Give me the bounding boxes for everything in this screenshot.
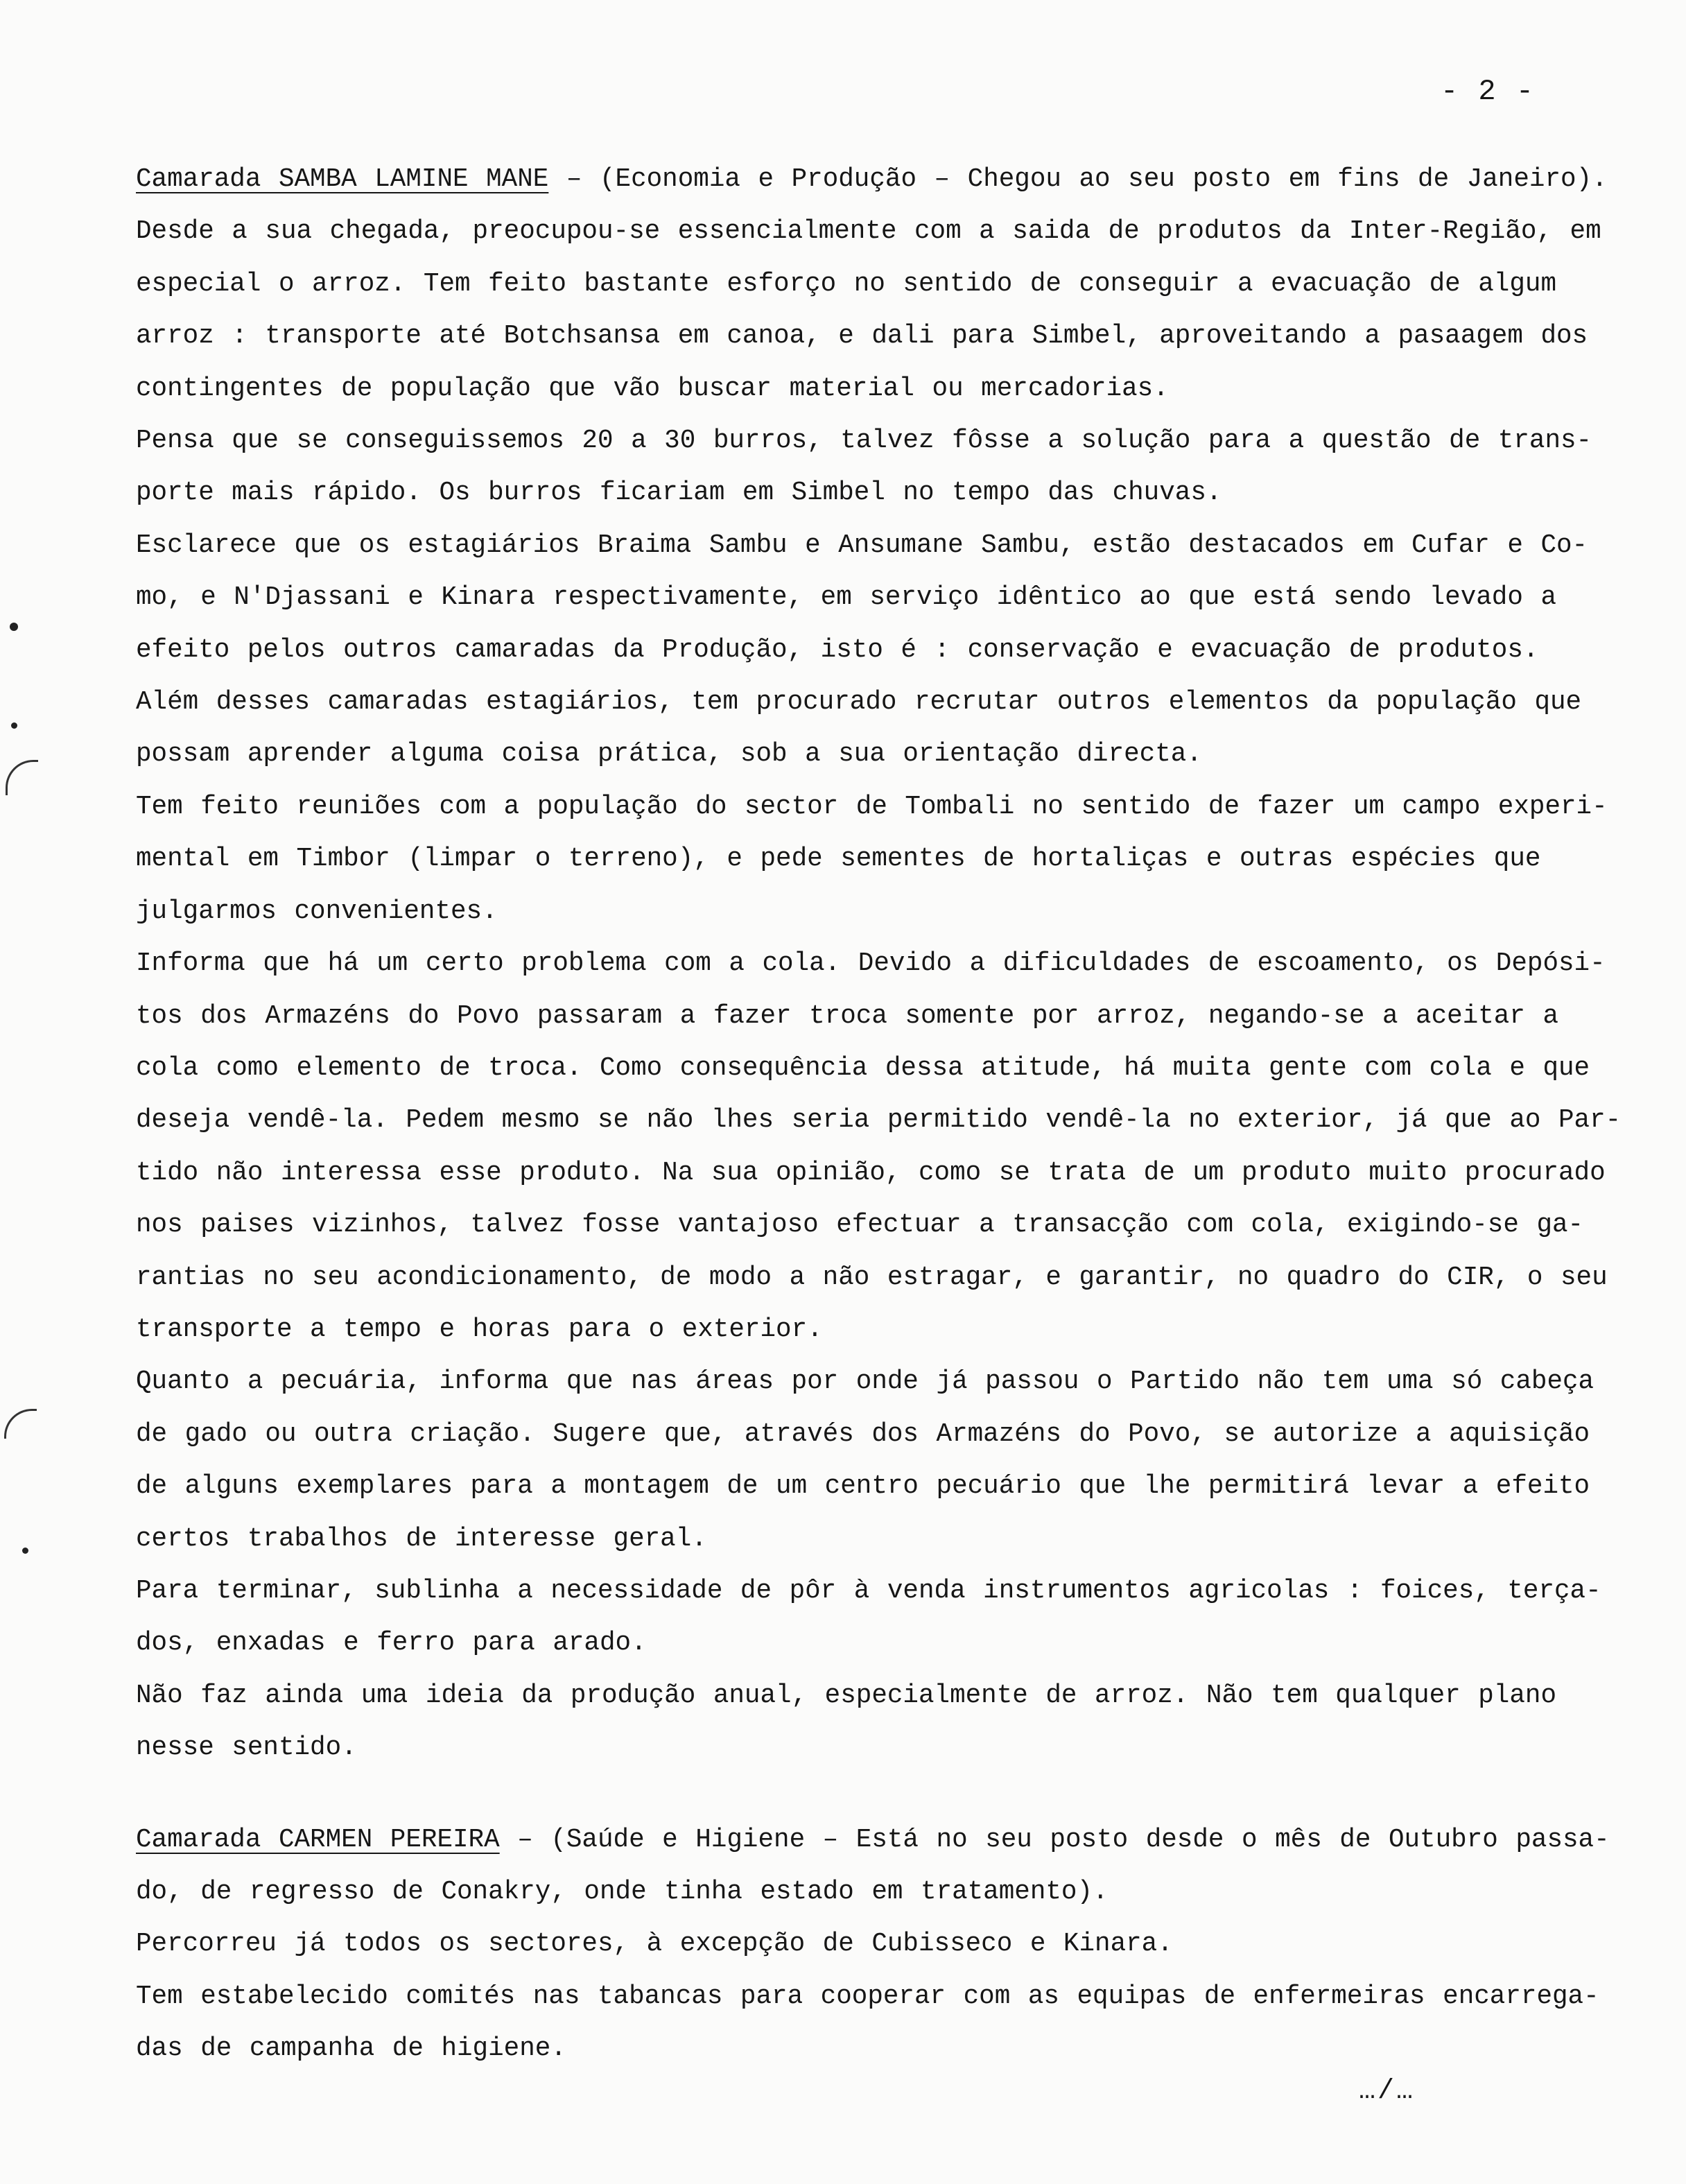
continuation-mark: …/… — [1359, 2076, 1416, 2107]
margin-dot — [22, 1548, 28, 1554]
text-line: Desde a sua chegada, preocupou-se essencialmente com a saida de produtos da Inter-Região, em — [136, 217, 1601, 247]
section-heading-rest: – (Saúde e Higiene – Está no seu posto desde o mês de Outubro passa- — [499, 1825, 1610, 1855]
section-heading: Camarada CARMEN PEREIRA — [136, 1825, 500, 1855]
text-line: de gado ou outra criação. Sugere que, através dos Armazéns do Povo, se autorize a aquisição — [136, 1419, 1590, 1449]
text-line: tos dos Armazéns do Povo passaram a fazer troca somente por arroz, negando-se a aceitar a — [136, 1001, 1558, 1031]
text-line: Tem estabelecido comités nas tabancas para cooperar com as equipas de enfermeiras encarrega- — [136, 1982, 1599, 2011]
text-line: nos paises vizinhos, talvez fosse vantajoso efectuar a transacção com cola, exigindo-se ga- — [136, 1211, 1584, 1240]
text-line: possam aprender alguma coisa prática, sob a sua orientação directa. — [136, 740, 1202, 770]
text-line: Tem feito reuniões com a população do sector de Tombali no sentido de fazer um campo experi- — [136, 792, 1608, 822]
text-line: especial o arroz. Tem feito bastante esforço no sentido de conseguir a evacuação de algum — [136, 269, 1556, 299]
text-line: de alguns exemplares para a montagem de um centro pecuário que lhe permitirá levar a efeito — [136, 1472, 1590, 1502]
margin-hole-mark — [6, 760, 38, 795]
section-heading-line — [136, 1814, 1647, 1866]
text-line: certos trabalhos de interesse geral. — [136, 1524, 707, 1554]
text-line: Pensa que se conseguissemos 20 a 30 burros, talvez fôsse a solução para a questão de trans- — [136, 426, 1592, 456]
text-line: Para terminar, sublinha a necessidade de pôr à venda instrumentos agricolas : foices, terça- — [136, 1576, 1601, 1606]
text-line: contingentes de população que vão buscar material ou mercadorias. — [136, 374, 1169, 404]
margin-dot — [10, 623, 18, 631]
page-number: - 2 - — [1441, 75, 1536, 108]
text-line: nesse sentido. — [136, 1733, 357, 1763]
section-heading-rest: – (Economia e Produção – Chegou ao seu posto em fins de Janeiro). — [548, 165, 1608, 194]
margin-hole-mark — [4, 1409, 37, 1439]
section-heading-line — [136, 154, 1647, 206]
text-line: deseja vendê-la. Pedem mesmo se não lhes seria permitido vendê-la no exterior, já que ao Par- — [136, 1106, 1622, 1136]
document-body — [136, 154, 1647, 2076]
text-line: Informa que há um certo problema com a cola. Devido a dificuldades de escoamento, os Depósi- — [136, 949, 1606, 979]
text-line: tido não interessa esse produto. Na sua opinião, como se trata de um produto muito procurado — [136, 1158, 1606, 1188]
text-line: do, de regresso de Conakry, onde tinha estado em tratamento). — [136, 1878, 1109, 1907]
text-line: efeito pelos outros camaradas da Produção, isto é : conservação e evacuação de produtos. — [136, 635, 1539, 665]
margin-dot — [11, 722, 17, 729]
text-line: Não faz ainda uma ideia da produção anual, especialmente de arroz. Não tem qualquer plano — [136, 1681, 1556, 1710]
text-line: Além desses camaradas estagiários, tem procurado recrutar outros elementos da população que — [136, 688, 1582, 718]
text-line: mental em Timbor (limpar o terreno), e pede sementes de hortaliças e outras espécies que — [136, 844, 1541, 874]
text-line: rantias no seu acondicionamento, de modo a não estragar, e garantir, no quadro do CIR, o seu — [136, 1263, 1608, 1292]
text-line: das de campanha de higiene. — [136, 2034, 566, 2064]
text-line: Quanto a pecuária, informa que nas áreas por onde já passou o Partido não tem uma só cabeça — [136, 1367, 1594, 1397]
text-line: mo, e N'Djassani e Kinara respectivamente, em serviço idêntico ao que está sendo levado a — [136, 583, 1556, 613]
text-line: julgarmos convenientes. — [136, 896, 498, 926]
text-line: Esclarece que os estagiários Braima Sambu e Ansumane Sambu, estão destacados em Cufar e Co- — [136, 530, 1588, 560]
text-line: Percorreu já todos os sectores, à excepção de Cubisseco e Kinara. — [136, 1930, 1173, 1959]
text-line: porte mais rápido. Os burros ficariam em Simbel no tempo das chuvas. — [136, 478, 1222, 508]
text-line: cola como elemento de troca. Como consequência dessa atitude, há muita gente com cola e que — [136, 1053, 1590, 1083]
section-heading: Camarada SAMBA LAMINE MANE — [136, 165, 549, 194]
text-line: dos, enxadas e ferro para arado. — [136, 1629, 647, 1658]
text-line: arroz : transporte até Botchsansa em canoa, e dali para Simbel, aproveitando a pasaagem dos — [136, 322, 1588, 352]
section-gap — [136, 1775, 1647, 1814]
text-line: transporte a tempo e horas para o exterior. — [136, 1315, 823, 1344]
